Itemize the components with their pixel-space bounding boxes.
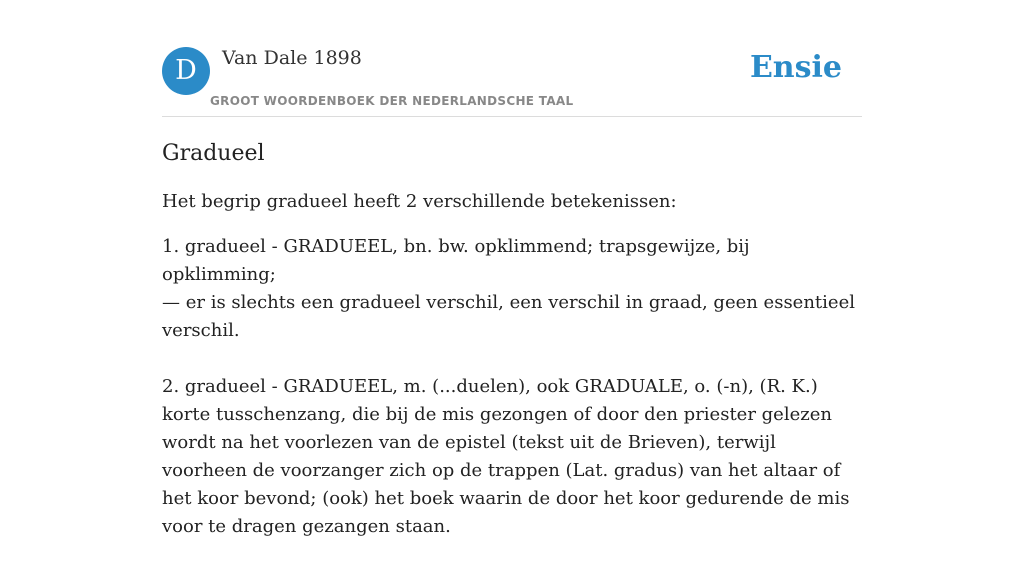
- definition-1-line-2: — er is slechts een gradueel verschil, een verschil in graad, geen essentieel verschil.: [162, 292, 855, 341]
- page-title: Gradueel: [162, 141, 265, 166]
- brand-logo[interactable]: Ensie: [749, 50, 842, 85]
- entry-intro: Het begrip gradueel heeft 2 verschillende betekenissen:: [162, 191, 677, 212]
- definition-1: [162, 233, 862, 345]
- definition-1-line-1: 1. gradueel - GRADUEEL, bn. bw. opklimmend; trapsgewijze, bij opklimming;: [162, 236, 750, 285]
- header: [162, 42, 862, 117]
- source-subtitle: GROOT WOORDENBOEK DER NEDERLANDSCHE TAAL: [210, 94, 574, 108]
- definition-2: 2. gradueel - GRADUEEL, m. (...duelen), ook GRADUALE, o. (-n), (R. K.) korte tusschenzang, die bij de mis gezongen of door den priester gelezen wordt na het voorlezen van de epistel (tekst uit de Brieven), terwijl voorheen de voorzanger zich op de trappen (Lat. gradus) van het altaar of het koor bevond; (ook) het boek waarin de door het koor gedurende de mis voor te dragen gezangen staan.: [162, 376, 850, 537]
- source-title[interactable]: Van Dale 1898: [222, 47, 362, 69]
- entry-content: [162, 138, 862, 569]
- source-logo[interactable]: D: [162, 47, 210, 95]
